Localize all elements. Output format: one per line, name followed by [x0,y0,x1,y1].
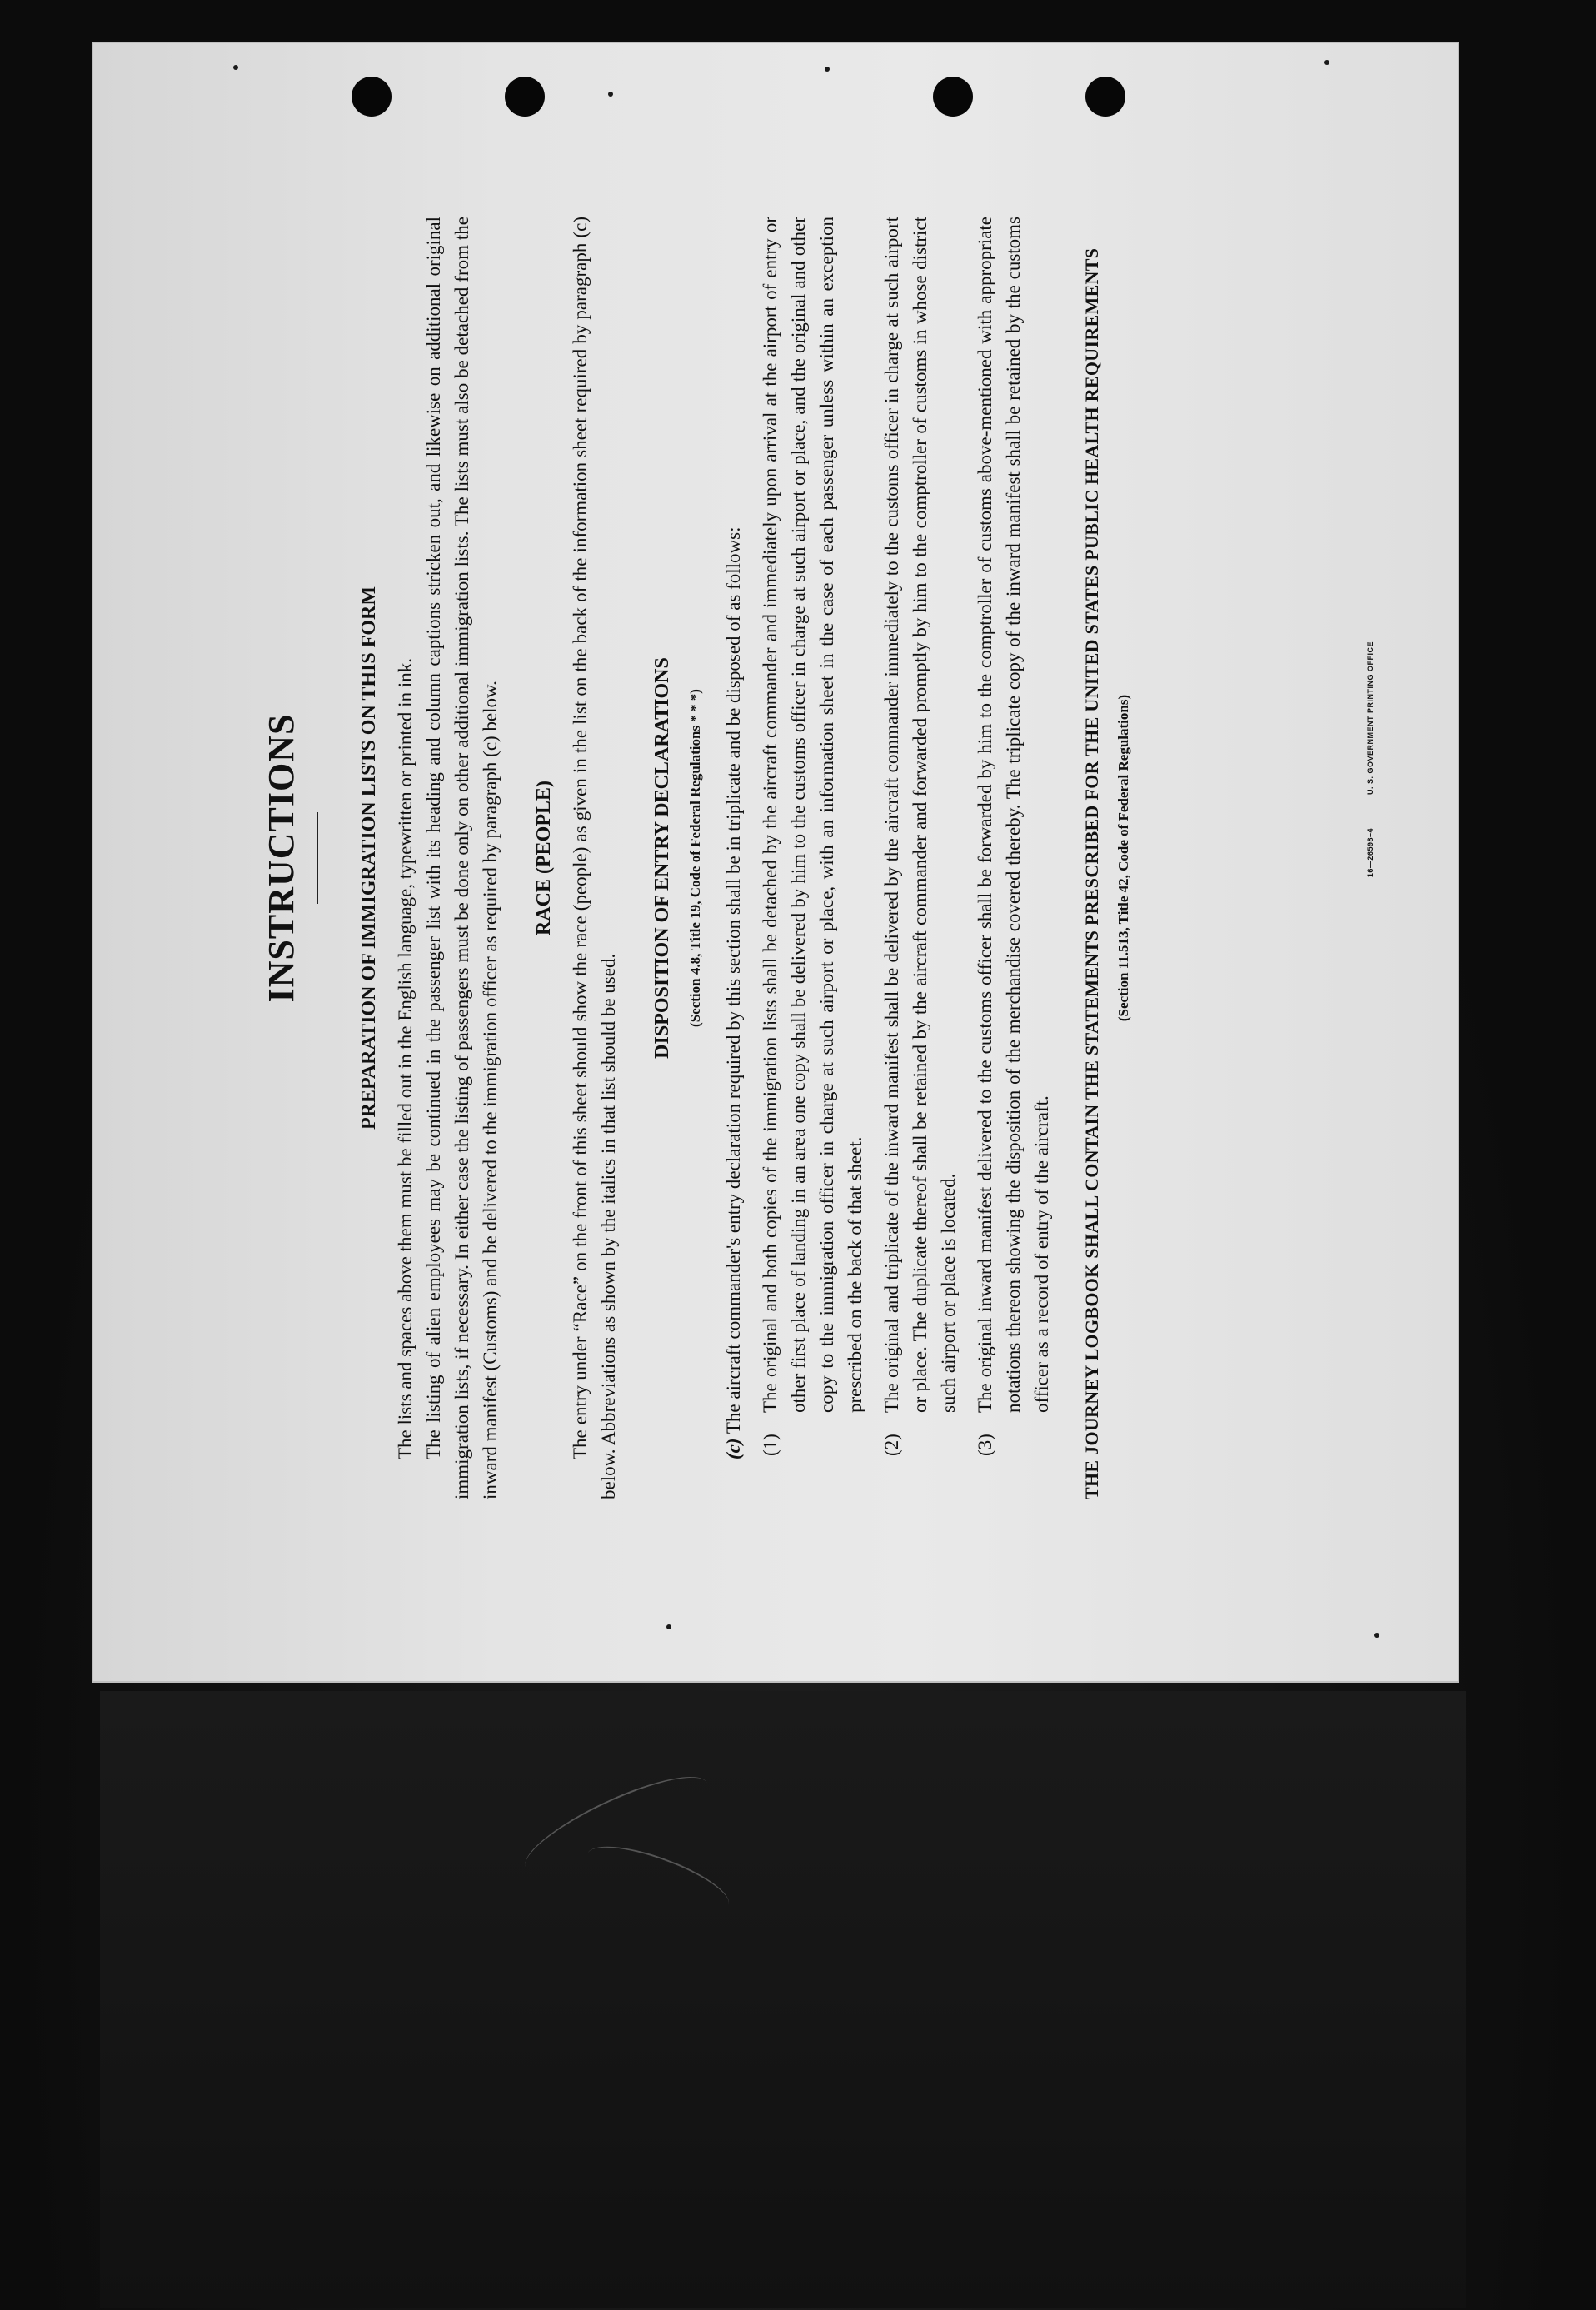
document-content [258,217,1148,1499]
health-requirements-citation: (Section 11.513, Title 42, Code of Federal Regulations) [1115,694,1131,1022]
list-item [971,217,1056,1456]
preparation-paragraph-2: The listing of alien employees may be continued in the passenger list with its heading and column captions stricken out, and likewise on additional original immigration lists, if necessary. In either case the listing of passengers must be done only on other additional immigration lists. The lists must also be detached from the inward manifest (Customs) and be delivered to the immigration officer as required by paragraph (c) below. [423,217,501,1499]
printer-imprint [1366,42,1374,1683]
disposition-citation: (Section 4.8, Title 19, Code of Federal Regulations * * *) [687,689,703,1027]
item-number: (2) [881,1434,902,1456]
item-number: (3) [975,1434,995,1456]
spacer [623,217,641,1499]
disposition-heading: DISPOSITION OF ENTRY DECLARATIONS [651,657,673,1059]
race-paragraph: The entry under “Race” on the front of this sheet should show the race (people) as given in the list on the back of the information sheet required by paragraph (c) below. Abbreviations as shown by the italics in that list should be used. [570,217,619,1499]
preparation-paragraph-1: The lists and spaces above them must be filled out in the English language, typewritten or printed in ink. [395,658,416,1459]
page-title: INSTRUCTIONS [261,713,302,1003]
item-text: The original and triplicate of the inward manifest shall be delivered by the aircraft commander immediately to the customs officer in charge at such airport or place. The duplicate thereof shall be retained by the aircraft commander and forwarded promptly by him to the comptroller of customs in whose district such airport or place is located. [881,217,959,1413]
scanner-shadow-area [100,1691,1466,2308]
paragraph-c [720,217,748,1499]
item-number: (1) [760,1434,781,1456]
paragraph-c-text: The aircraft commander's entry declaration required by this section shall be in triplicate and be disposed of as follows: [723,526,744,1434]
health-requirements-statement: THE JOURNEY LOGBOOK SHALL CONTAIN THE STATEMENTS PRESCRIBED FOR THE UNITED STATES PUBLIC HEALTH REQUIREMENTS [1081,247,1102,1499]
list-item [878,217,963,1456]
printer-name: U. S. GOVERNMENT PRINTING OFFICE [1366,641,1374,796]
rotated-text-layer [92,42,1459,1683]
document-page [92,42,1459,1683]
form-number: 16—26598–4 [1366,828,1374,878]
item-text: The original inward manifest delivered to the customs officer shall be forwarded by him to the comptroller of customs above-mentioned with appropriate notations thereon showing the disposition of the merchandise covered thereby. The triplicate copy of the inward manifest shall be retained by the customs officer as a record of entry of the aircraft. [975,217,1052,1413]
list-item [756,217,870,1456]
paragraph-c-label: (c) [723,1438,744,1459]
item-text: The original and both copies of the immigration lists shall be detached by the aircraft commander and immediately upon arrival at the airport of entry or other first place of landing in an area one copy shall be delivered by him to the customs officer in charge at such airport or place, and the original and other copy to the immigration officer in charge at such airport or place, with an information sheet in the case of each passenger unless within an exception prescribed on the back of that sheet. [760,217,865,1413]
spacer [505,217,523,1499]
race-heading: RACE (PEOPLE) [533,781,555,935]
title-underline [317,812,318,904]
preparation-heading: PREPARATION OF IMMIGRATION LISTS ON THIS FORM [358,586,380,1130]
